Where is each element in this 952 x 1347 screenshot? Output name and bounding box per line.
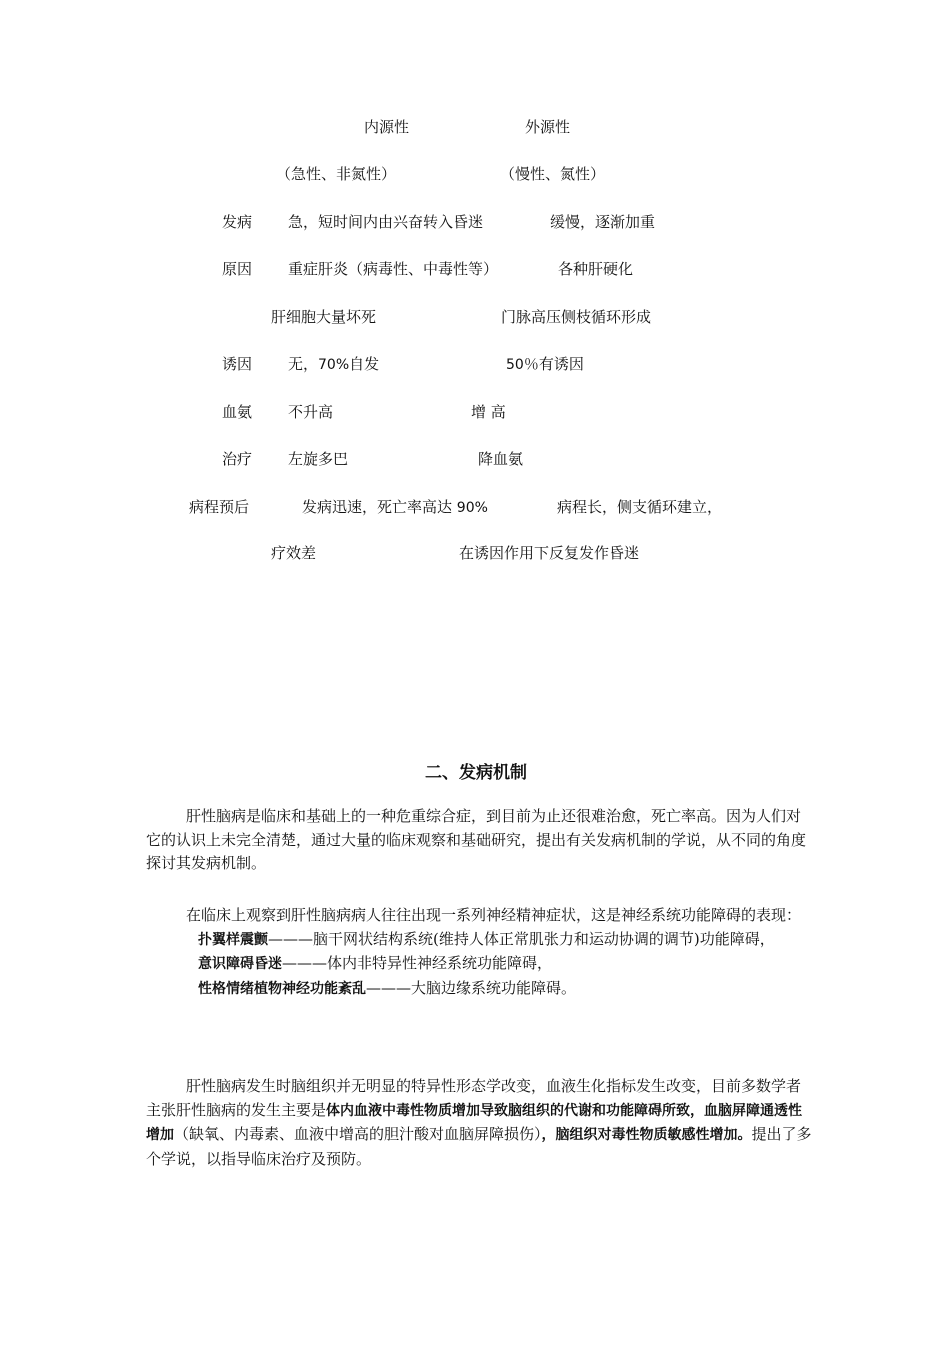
- prognosis-endogenous-pre: 发病迅速，死亡率高达: [302, 498, 457, 516]
- cause-endogenous: 重症肝炎（病毒性、中毒性等）: [288, 260, 499, 278]
- paragraph-intro-text: 肝性脑病是临床和基础上的一种危重综合症，到目前为止还很难治愈，死亡率高。因为人们对它的认识上未完全清楚，通过大量的临床观察和基础研究，提出有关发病机制的学说，从不同的角度探讨其发病机制。: [146, 807, 807, 872]
- row-label-trigger: 诱因: [222, 355, 253, 373]
- trigger-endogenous: [288, 354, 379, 375]
- trigger-endogenous-pre: 无，: [288, 355, 319, 373]
- mechanism-bold-2: ，脑组织对毒性物质敏感性增加。: [541, 1127, 752, 1143]
- header-endogenous: 内源性: [364, 118, 410, 136]
- prognosis-endogenous-num: 90%: [456, 500, 488, 516]
- trigger-exogenous-post: ％有诱因: [523, 355, 584, 373]
- symptom-desc-2: ———体内非特异性神经系统功能障碍，: [282, 954, 553, 972]
- onset-exogenous: 缓慢，逐渐加重: [550, 213, 656, 231]
- trigger-exogenous-num: 50: [506, 357, 524, 373]
- subheader-acute: （急性、非氮性）: [276, 165, 397, 183]
- row-label-treatment: 治疗: [222, 450, 253, 468]
- symptom-term-2: 意识障碍昏迷: [198, 956, 282, 972]
- prognosis-exogenous: 病程长，侧支循环建立，: [557, 498, 723, 516]
- symptom-term-1: 扑翼样震颤: [198, 931, 268, 948]
- symptom-term-3: 性格情绪植物神经功能紊乱: [198, 980, 366, 997]
- trigger-endogenous-num: 70%: [318, 357, 350, 373]
- paragraph-intro: [146, 805, 812, 876]
- paragraph-mechanism-text: [146, 1075, 812, 1171]
- ammonia-exogenous: 增 高: [471, 403, 506, 421]
- trigger-exogenous: [506, 354, 584, 375]
- header-exogenous: 外源性: [525, 118, 571, 136]
- symptom-item-3: [146, 977, 812, 1002]
- row-label-onset: 发病: [222, 213, 253, 231]
- mechanism-text-2: （缺氧、内毒素、血液中增高的胆汁酸对血脑屏障损伤）: [174, 1125, 542, 1143]
- subheader-chronic: （慢性、氮性）: [500, 165, 606, 183]
- treatment-endogenous: 左旋多巴: [288, 450, 349, 468]
- symptom-desc-1: ———脑干网状结构系统(维持人体正常肌张力和运动协调的调节)功能障碍，: [268, 929, 775, 948]
- onset-endogenous: 急，短时间内由兴奋转入昏迷: [288, 213, 484, 231]
- symptom-desc-3: ———大脑边缘系统功能障碍。: [366, 978, 577, 997]
- prognosis-exogenous-detail: 在诱因作用下反复发作昏迷: [459, 544, 640, 562]
- cause-exogenous-detail: 门脉高压侧枝循环形成: [501, 308, 652, 326]
- mechanism-text-3: 提出了多个学说，以指导临床治疗及预防。: [146, 1125, 812, 1168]
- cause-exogenous: 各种肝硬化: [558, 260, 634, 278]
- treatment-exogenous: 降血氨: [478, 450, 524, 468]
- mechanism-text-1: 肝性脑病发生时脑组织并无明显的特异性形态学改变，血液生化指标发生改变，目前多数学者主张肝性脑病的发生主要是: [146, 1077, 802, 1119]
- row-label-ammonia: 血氨: [222, 403, 253, 421]
- prognosis-endogenous: [302, 497, 488, 518]
- symptom-item-1: [146, 928, 812, 953]
- section-title: 二、发病机制: [425, 763, 527, 783]
- paragraph-symptoms: [146, 904, 812, 1001]
- row-label-cause: 原因: [222, 260, 253, 278]
- symptom-item-2: [146, 952, 812, 977]
- cause-endogenous-detail: 肝细胞大量坏死: [271, 308, 377, 326]
- row-label-prognosis: 病程预后: [189, 498, 250, 516]
- paragraph-mechanism: [146, 1075, 812, 1171]
- ammonia-endogenous: 不升高: [288, 403, 334, 421]
- paragraph-symptoms-text: 在临床上观察到肝性脑病病人往往出现一系列神经精神症状，这是神经系统功能障碍的表现：: [186, 906, 802, 924]
- prognosis-endogenous-detail: 疗效差: [271, 544, 317, 562]
- mechanism-bold-1: 体内血液中毒性物质增加导致脑组织的代谢和功能障碍所致，血脑屏障通透性增加: [146, 1102, 803, 1143]
- trigger-endogenous-post: 自发: [349, 355, 380, 373]
